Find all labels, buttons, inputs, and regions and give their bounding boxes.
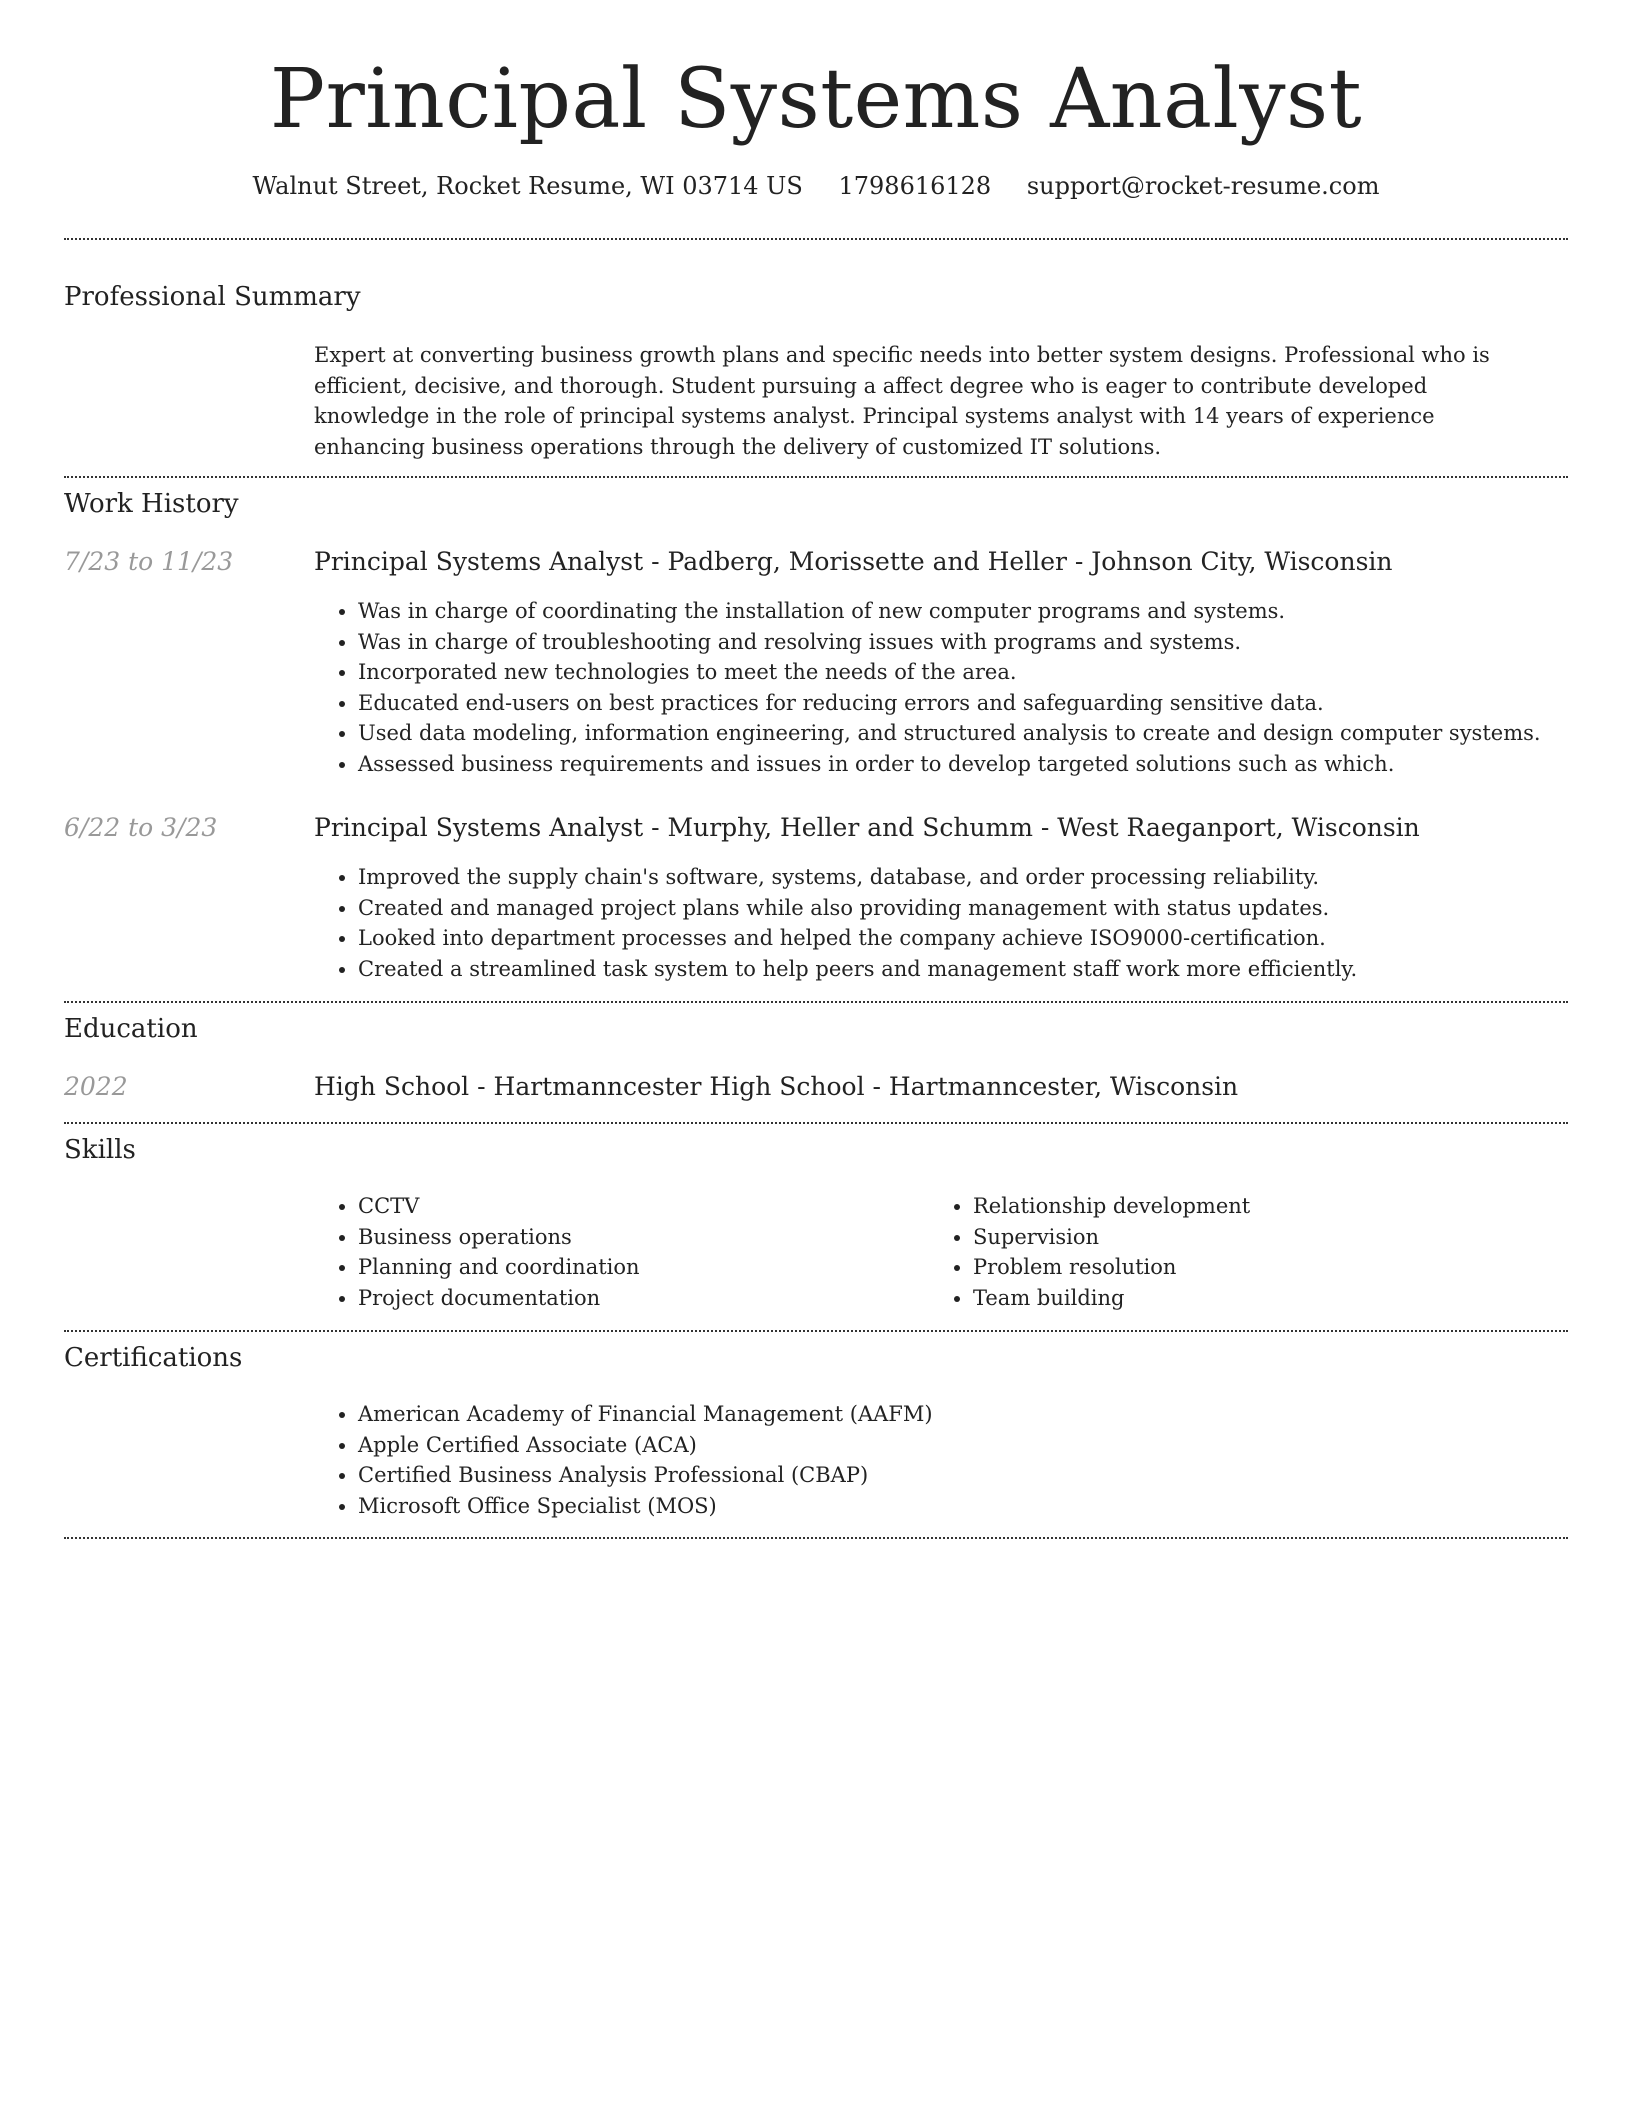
contact-line — [0, 170, 1632, 202]
divider — [64, 238, 1568, 240]
skill-item: • Problem resolution — [973, 1252, 1250, 1283]
job-bullet: • Created and managed project plans while also providing management with status updates. — [358, 893, 1357, 924]
certification-item: • American Academy of Financial Management (AAFM) — [358, 1399, 933, 1430]
skill-item: • Project documentation — [358, 1283, 640, 1314]
resume-name: Principal Systems Analyst — [269, 52, 1363, 147]
job-bullets — [314, 596, 1541, 779]
skill-item: • Supervision — [973, 1222, 1250, 1253]
job-bullet: • Was in charge of coordinating the installation of new computer programs and systems. — [358, 596, 1541, 627]
job-bullet: • Used data modeling, information engineering, and structured analysis to create and design computer systems. — [358, 718, 1541, 749]
contact-email: support@rocket-resume.com — [1026, 172, 1380, 200]
section-title-certifications: Certifications — [64, 1343, 243, 1373]
job-bullet: • Assessed business requirements and issues in order to develop targeted solutions such as which. — [358, 749, 1541, 780]
section-title-work-history: Work History — [64, 489, 239, 519]
skills-list-left — [314, 1191, 640, 1313]
contact-address: Walnut Street, Rocket Resume, WI 03714 US — [252, 172, 803, 200]
certification-item: • Certified Business Analysis Professional (CBAP) — [358, 1460, 933, 1491]
section-title-education: Education — [64, 1014, 198, 1044]
divider — [64, 476, 1568, 478]
divider — [64, 1122, 1568, 1124]
job-bullet: • Looked into department processes and helped the company achieve ISO9000-certification. — [358, 923, 1357, 954]
job-bullet: • Incorporated new technologies to meet the needs of the area. — [358, 657, 1541, 688]
divider — [64, 1537, 1568, 1539]
job-bullets — [314, 862, 1357, 984]
job-bullet: • Improved the supply chain's software, systems, database, and order processing reliability. — [358, 862, 1357, 893]
certification-item: • Microsoft Office Specialist (MOS) — [358, 1491, 933, 1522]
job-bullet: • Was in charge of troubleshooting and resolving issues with programs and systems. — [358, 627, 1541, 658]
job-dates: 6/22 to 3/23 — [64, 813, 218, 842]
skill-item: • CCTV — [358, 1191, 640, 1222]
certifications-list — [314, 1399, 933, 1521]
job-bullet: • Created a streamlined task system to help peers and management staff work more efficiently. — [358, 954, 1357, 985]
skill-item: • Planning and coordination — [358, 1252, 640, 1283]
job-heading: Principal Systems Analyst - Padberg, Morissette and Heller - Johnson City, Wisconsin — [314, 547, 1393, 576]
section-title-skills: Skills — [64, 1135, 136, 1165]
divider — [64, 1001, 1568, 1003]
education-date: 2022 — [64, 1072, 128, 1101]
skill-item: • Team building — [973, 1283, 1250, 1314]
job-heading: Principal Systems Analyst - Murphy, Heller and Schumm - West Raeganport, Wisconsin — [314, 813, 1420, 842]
section-title-summary: Professional Summary — [64, 282, 361, 312]
contact-phone: 1798616128 — [838, 172, 992, 200]
certification-item: • Apple Certified Associate (ACA) — [358, 1430, 933, 1461]
divider — [64, 1330, 1568, 1332]
job-bullet: • Educated end-users on best practices for reducing errors and safeguarding sensitive data. — [358, 688, 1541, 719]
job-dates: 7/23 to 11/23 — [64, 547, 234, 576]
skill-item: • Business operations — [358, 1222, 640, 1253]
skill-item: • Relationship development — [973, 1191, 1250, 1222]
summary-text: Expert at converting business growth plans and specific needs into better system designs. Professional who is efficient, decisive, and thorough. Student pursuing a affect degree who is eager to contribute developed knowledge in the role of principal systems analyst. Principal systems analyst with 14 years of experience enhancing business operations through the delivery of customized IT solutions. — [314, 343, 1490, 459]
skills-list-right — [929, 1191, 1250, 1313]
education-heading: High School - Hartmanncester High School - Hartmanncester, Wisconsin — [314, 1072, 1239, 1101]
